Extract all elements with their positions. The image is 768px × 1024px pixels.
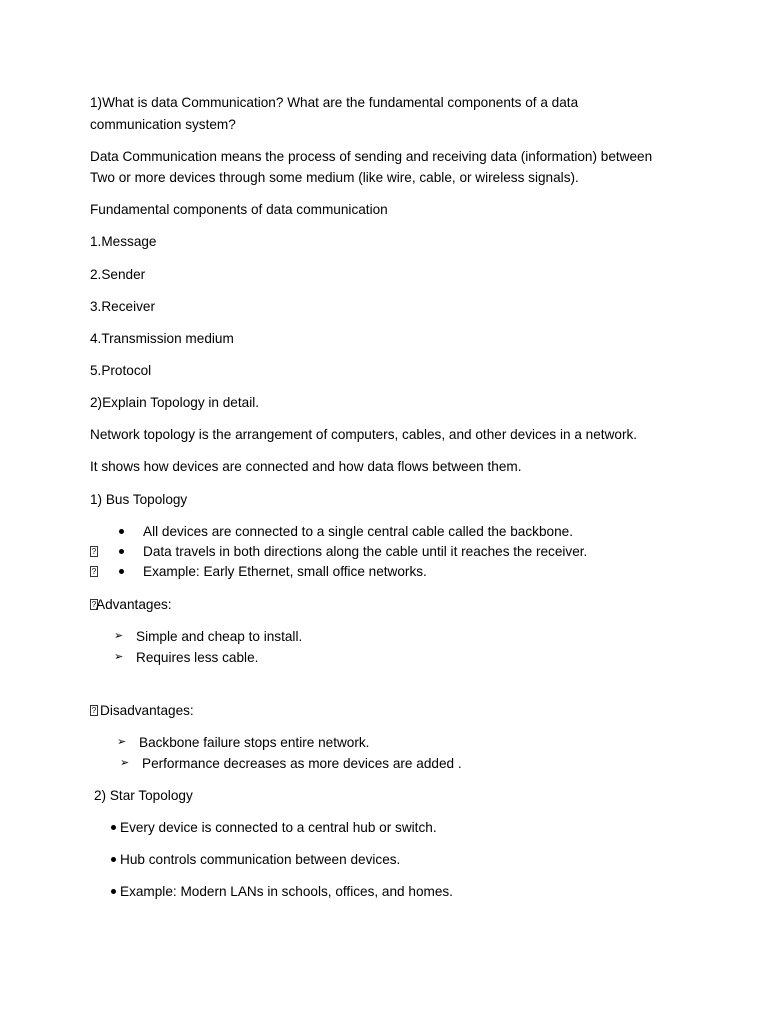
components-heading: Fundamental components of data communication	[90, 202, 388, 217]
advantage-item: Requires less cable.	[136, 650, 259, 665]
bus-point: Example: Early Ethernet, small office networks.	[143, 564, 427, 579]
q2-title: 2)Explain Topology in detail.	[90, 395, 260, 410]
q1-definition-line2: Two or more devices through some medium (like wire, cable, or wireless signals).	[90, 170, 579, 185]
advantages-heading: Advantages:	[96, 597, 172, 612]
component-item: 5.Protocol	[90, 363, 152, 378]
component-item: 3.Receiver	[90, 299, 155, 314]
missing-glyph-icon: ?	[91, 600, 97, 609]
missing-glyph-icon: ?	[91, 567, 97, 576]
bus-point: Data travels in both directions along the cable until it reaches the receiver.	[143, 544, 588, 559]
component-item: 2.Sender	[90, 267, 146, 282]
bullet-dot-icon	[119, 569, 124, 574]
star-point: Every device is connected to a central hub or switch.	[120, 820, 437, 835]
bullet-dot-icon	[111, 825, 116, 830]
bullet-dot-icon	[119, 549, 124, 554]
advantage-item: Simple and cheap to install.	[136, 629, 303, 644]
q1-title-line2: communication system?	[90, 117, 236, 132]
arrow-bullet-icon: ➢	[120, 757, 130, 769]
component-item: 4.Transmission medium	[90, 331, 234, 346]
bullet-dot-icon	[119, 529, 124, 534]
bullet-dot-icon	[111, 889, 116, 894]
star-point: Example: Modern LANs in schools, offices, and homes.	[120, 884, 453, 899]
component-item: 1.Message	[90, 234, 157, 249]
missing-glyph-icon: ?	[91, 706, 97, 715]
bus-point: All devices are connected to a single central cable called the backbone.	[143, 524, 573, 539]
disadvantages-heading: Disadvantages:	[100, 703, 194, 718]
missing-glyph-icon: ?	[91, 547, 97, 556]
arrow-bullet-icon: ➢	[114, 651, 124, 663]
disadvantage-item: Backbone failure stops entire network.	[139, 735, 370, 750]
q1-title-line1: 1)What is data Communication? What are the fundamental components of a data	[90, 95, 579, 110]
q2-paragraph: It shows how devices are connected and how data flows between them.	[90, 459, 522, 474]
disadvantage-item: Performance decreases as more devices are added .	[142, 756, 462, 771]
bullet-dot-icon	[111, 857, 116, 862]
arrow-bullet-icon: ➢	[117, 736, 127, 748]
star-point: Hub controls communication between devices.	[120, 852, 401, 867]
star-topology-heading: 2) Star Topology	[94, 788, 193, 803]
q2-paragraph: Network topology is the arrangement of computers, cables, and other devices in a network.	[90, 427, 638, 442]
arrow-bullet-icon: ➢	[114, 630, 124, 642]
bus-topology-heading: 1) Bus Topology	[90, 492, 188, 507]
q1-definition-line1: Data Communication means the process of sending and receiving data (information) between	[90, 149, 653, 164]
